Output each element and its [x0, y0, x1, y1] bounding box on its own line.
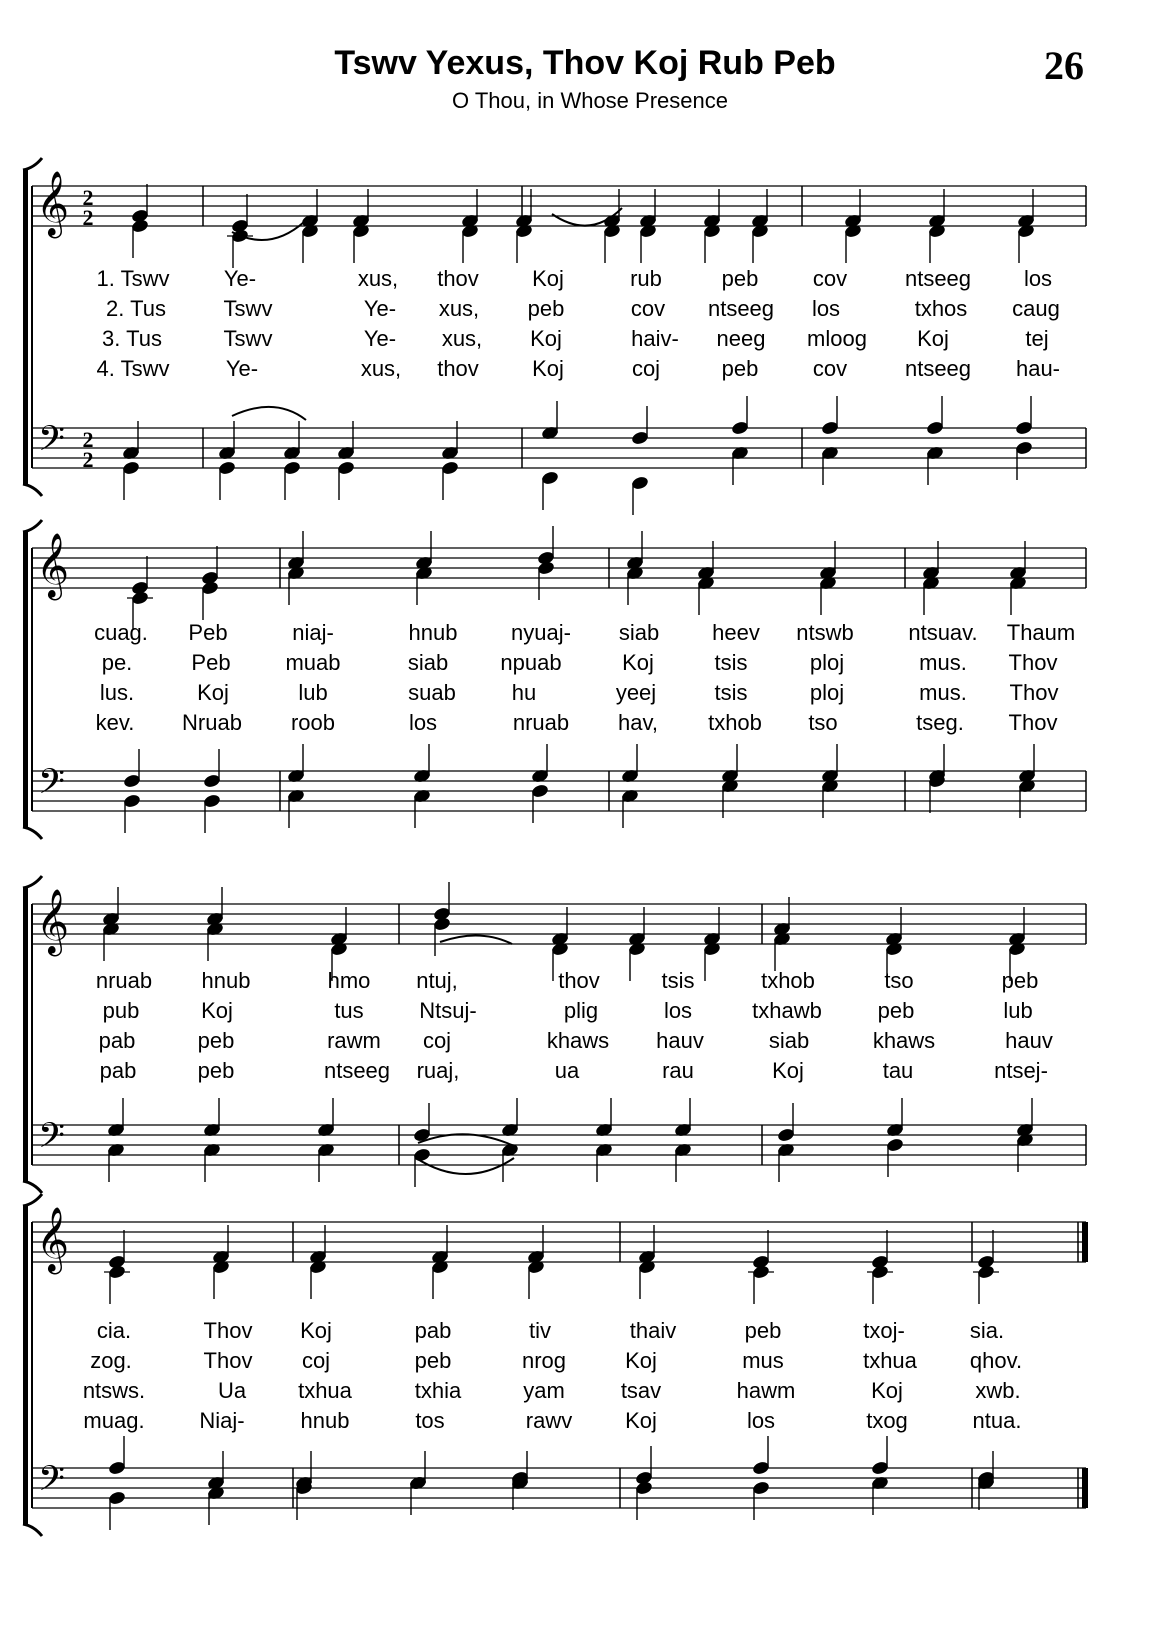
lyric-verse-2: npuab — [500, 650, 562, 675]
lyric-verse-3: pab — [98, 1028, 136, 1053]
lyric-verse-1: thov — [558, 968, 600, 993]
bracket-bottom-hook — [23, 827, 42, 839]
lyric-verse-4: Koj — [532, 356, 564, 381]
lyric-verse-2: Koj — [622, 650, 654, 675]
tie-slur — [416, 1158, 514, 1174]
lyric-verse-4: peb — [721, 356, 759, 381]
lyric-verse-3: Thov — [1009, 680, 1059, 705]
lyric-verse-2: los — [663, 998, 693, 1023]
lyric-verse-3: hawm — [736, 1378, 796, 1403]
lyric-verse-4: ntsej- — [994, 1058, 1048, 1083]
lyric-verse-4: ntseeg — [904, 356, 972, 381]
lyric-verse-2: Peb — [191, 650, 231, 675]
lyric-verse-4: roob — [290, 710, 336, 735]
lyric-verse-1: 1. Tswv — [96, 266, 170, 291]
lyric-verse-1: ntuj, — [416, 968, 458, 993]
lyric-verse-2: peb — [414, 1348, 452, 1373]
lyric-verse-3: ntsws. — [82, 1378, 146, 1403]
lyric-verse-2: tsis — [714, 650, 748, 675]
lyric-verse-3: tej — [1025, 326, 1049, 351]
lyric-verse-1: Ye- — [223, 266, 257, 291]
lyric-verse-1: rub — [630, 266, 662, 291]
lyric-verse-2: Thov — [1008, 650, 1058, 675]
lyric-verse-4: txog — [866, 1408, 908, 1433]
treble-clef-icon: 𝄞 — [36, 889, 70, 954]
lyric-verse-2: qhov. — [969, 1348, 1023, 1373]
lyric-verse-1: peb — [744, 1318, 782, 1343]
lyric-verse-2: ploj — [809, 650, 845, 675]
lyric-verse-3: hu — [511, 680, 537, 705]
tie-slur — [440, 935, 512, 944]
lyric-verse-2: mus. — [919, 650, 967, 675]
lyric-verse-4: Niaj- — [199, 1408, 245, 1433]
lyric-verse-3: tsav — [620, 1378, 662, 1403]
lyric-verse-3: xwb. — [975, 1378, 1021, 1403]
treble-clef-icon: 𝄞 — [36, 533, 70, 598]
lyric-verse-4: Ye- — [225, 356, 259, 381]
lyric-verse-3: hauv — [1005, 1028, 1053, 1053]
lyric-verse-4: tau — [882, 1058, 914, 1083]
final-barline-thick — [1082, 1468, 1088, 1508]
lyric-verse-3: tsis — [714, 680, 748, 705]
hymn-title: Tswv Yexus, Thov Koj Rub Peb — [334, 44, 836, 82]
lyric-verse-2: los — [811, 296, 841, 321]
lyric-verse-1: heev — [712, 620, 760, 645]
treble-clef-icon: 𝄞 — [36, 171, 70, 236]
lyric-verse-4: nruab — [512, 710, 570, 735]
time-signature-top: 2 — [82, 185, 94, 210]
lyric-verse-3: 3. Tus — [102, 326, 162, 351]
lyric-verse-4: Koj — [625, 1408, 657, 1433]
lyric-verse-3: Koj — [917, 326, 949, 351]
lyric-verse-2: mus — [742, 1348, 784, 1373]
lyric-verse-2: tus — [334, 998, 364, 1023]
lyric-verse-2: 2. Tus — [106, 296, 166, 321]
lyric-verse-1: ntseeg — [904, 266, 972, 291]
lyric-verse-2: coj — [301, 1348, 331, 1373]
lyric-verse-3: Ua — [217, 1378, 247, 1403]
lyric-verse-1: Thov — [203, 1318, 253, 1343]
lyric-verse-4: coj — [631, 356, 661, 381]
lyric-verse-1: siab — [618, 620, 660, 645]
lyric-verse-2: Tswv — [223, 296, 273, 321]
lyric-verse-2: nrog — [521, 1348, 567, 1373]
lyric-verse-3: lus. — [99, 680, 135, 705]
lyric-verse-4: txhob — [708, 710, 762, 735]
lyric-verse-3: Tswv — [223, 326, 273, 351]
system-bracket — [23, 888, 28, 1181]
lyric-verse-2: Thov — [203, 1348, 253, 1373]
tie-slur — [418, 1134, 514, 1146]
lyric-verse-3: rawm — [327, 1028, 381, 1053]
lyric-verse-1: hnub — [408, 620, 458, 645]
bracket-bottom-hook — [23, 1524, 42, 1536]
time-signature-top: 2 — [82, 427, 94, 452]
lyric-verse-3: khaws — [872, 1028, 936, 1053]
lyric-verse-1: tso — [884, 968, 914, 993]
lyric-verse-3: hauv — [656, 1028, 704, 1053]
lyric-verse-1: cov — [812, 266, 848, 291]
bass-clef-icon: 𝄢 — [38, 418, 66, 467]
system-bracket — [23, 1206, 28, 1524]
lyric-verse-2: Ye- — [363, 296, 397, 321]
lyric-verse-3: neeg — [716, 326, 766, 351]
lyric-verse-1: xus, — [357, 266, 399, 291]
bass-clef-icon: 𝄢 — [38, 1115, 66, 1164]
bracket-top-hook — [23, 876, 42, 888]
lyric-verse-3: txhua — [298, 1378, 352, 1403]
lyric-verse-2: zog. — [90, 1348, 132, 1373]
lyric-verse-3: khaws — [546, 1028, 610, 1053]
time-signature-bottom: 2 — [82, 205, 94, 230]
hymn-subtitle: O Thou, in Whose Presence — [452, 88, 728, 113]
lyric-verse-4: muag. — [83, 1408, 145, 1433]
lyric-verse-2: lub — [1003, 998, 1033, 1023]
bracket-bottom-hook — [23, 1181, 42, 1193]
lyric-verse-1: pab — [414, 1318, 452, 1343]
lyric-verse-4: los — [746, 1408, 776, 1433]
lyric-verse-1: cia. — [96, 1318, 132, 1343]
lyric-verse-4: kev. — [95, 710, 135, 735]
lyric-verse-3: mloog — [807, 326, 867, 351]
lyric-verse-1: cuag. — [94, 620, 148, 645]
lyric-verse-4: hau- — [1015, 356, 1061, 381]
lyric-verse-2: txhawb — [752, 998, 822, 1023]
lyric-verse-4: ruaj, — [416, 1058, 460, 1083]
lyric-verse-2: Koj — [201, 998, 233, 1023]
lyric-verse-3: mus. — [919, 680, 967, 705]
lyric-verse-1: txoj- — [863, 1318, 905, 1343]
lyric-verse-1: sia. — [969, 1318, 1005, 1343]
lyric-verse-1: niaj- — [292, 620, 334, 645]
lyric-verse-1: nruab — [95, 968, 153, 993]
lyric-verse-2: muab — [285, 650, 341, 675]
lyric-verse-2: pub — [102, 998, 140, 1023]
lyric-verse-1: hnub — [201, 968, 251, 993]
bracket-top-hook — [23, 1194, 42, 1206]
lyric-verse-4: Thov — [1008, 710, 1058, 735]
lyric-verse-4: hnub — [300, 1408, 350, 1433]
lyric-verse-3: Koj — [197, 680, 229, 705]
lyric-verse-2: pe. — [101, 650, 133, 675]
lyric-verse-4: tseg. — [916, 710, 964, 735]
lyric-verse-4: ntua. — [972, 1408, 1022, 1433]
lyric-verse-3: Ye- — [363, 326, 397, 351]
lyric-verse-1: hmo — [327, 968, 371, 993]
lyric-verse-4: xus, — [360, 356, 402, 381]
lyric-verse-1: thaiv — [629, 1318, 677, 1343]
lyric-verse-3: Koj — [530, 326, 562, 351]
lyric-verse-2: Koj — [625, 1348, 657, 1373]
lyric-verse-2: txhos — [914, 296, 968, 321]
lyric-verse-3: ploj — [809, 680, 845, 705]
lyric-verse-2: cov — [630, 296, 666, 321]
final-barline-thick — [1082, 1222, 1088, 1262]
lyric-verse-3: xus, — [441, 326, 483, 351]
time-signature-bottom: 2 — [82, 447, 94, 472]
lyric-verse-3: haiv- — [631, 326, 679, 351]
lyric-verse-3: coj — [422, 1028, 452, 1053]
lyric-verse-3: peb — [197, 1028, 235, 1053]
lyric-verse-3: siab — [768, 1028, 810, 1053]
lyric-verse-4: rau — [662, 1058, 694, 1083]
system-bracket — [23, 170, 28, 484]
lyric-verse-4: 4. Tswv — [96, 356, 170, 381]
tie-slur — [232, 407, 306, 420]
lyric-verse-3: Koj — [871, 1378, 903, 1403]
lyric-verse-2: peb — [527, 296, 565, 321]
lyric-verse-4: tso — [808, 710, 838, 735]
lyric-verse-3: yam — [523, 1378, 565, 1403]
lyric-verse-2: caug — [1012, 296, 1060, 321]
lyric-verse-2: xus, — [438, 296, 480, 321]
bracket-top-hook — [23, 520, 42, 532]
lyric-verse-4: peb — [197, 1058, 235, 1083]
lyric-verse-1: tsis — [661, 968, 695, 993]
lyric-verse-2: txhua — [863, 1348, 917, 1373]
lyric-verse-1: peb — [1001, 968, 1039, 993]
lyric-verse-1: Thaum — [1006, 620, 1076, 645]
lyric-verse-4: rawv — [525, 1408, 573, 1433]
lyric-verse-4: ua — [554, 1058, 580, 1083]
lyric-verse-2: Ntsuj- — [419, 998, 477, 1023]
treble-clef-icon: 𝄞 — [36, 1207, 70, 1272]
lyric-verse-4: los — [408, 710, 438, 735]
lyric-verse-1: ntsuav. — [908, 620, 978, 645]
lyric-verse-4: thov — [437, 356, 479, 381]
lyric-verse-1: txhob — [761, 968, 815, 993]
lyric-verse-1: tiv — [529, 1318, 551, 1343]
lyric-verse-4: cov — [812, 356, 848, 381]
bass-clef-icon: 𝄢 — [38, 1458, 66, 1507]
lyric-verse-2: siab — [407, 650, 449, 675]
lyric-verse-1: Peb — [188, 620, 228, 645]
lyric-verse-4: ntseeg — [323, 1058, 391, 1083]
lyric-verse-1: nyuaj- — [511, 620, 571, 645]
lyric-verse-3: yeej — [615, 680, 657, 705]
lyric-verse-2: ntseeg — [707, 296, 775, 321]
lyric-verse-4: tos — [415, 1408, 445, 1433]
lyric-verse-1: Koj — [532, 266, 564, 291]
lyric-verse-3: suab — [408, 680, 456, 705]
lyric-verse-2: plig — [563, 998, 599, 1023]
lyric-verse-3: txhia — [414, 1378, 462, 1403]
lyric-verse-3: lub — [298, 680, 328, 705]
system-bracket — [23, 532, 28, 827]
lyric-verse-4: hav, — [618, 710, 658, 735]
lyric-verse-1: ntswb — [796, 620, 854, 645]
lyric-verse-1: los — [1023, 266, 1053, 291]
lyric-verse-2: peb — [877, 998, 915, 1023]
bracket-bottom-hook — [23, 484, 42, 496]
bracket-top-hook — [23, 158, 42, 170]
lyric-verse-4: pab — [99, 1058, 137, 1083]
bass-clef-icon: 𝄢 — [38, 761, 66, 810]
lyric-verse-1: Koj — [300, 1318, 332, 1343]
lyric-verse-4: Nruab — [182, 710, 242, 735]
lyric-verse-4: Koj — [772, 1058, 804, 1083]
hymn-number: 26 — [1044, 43, 1084, 88]
lyric-verse-1: peb — [721, 266, 759, 291]
lyric-verse-1: thov — [437, 266, 479, 291]
